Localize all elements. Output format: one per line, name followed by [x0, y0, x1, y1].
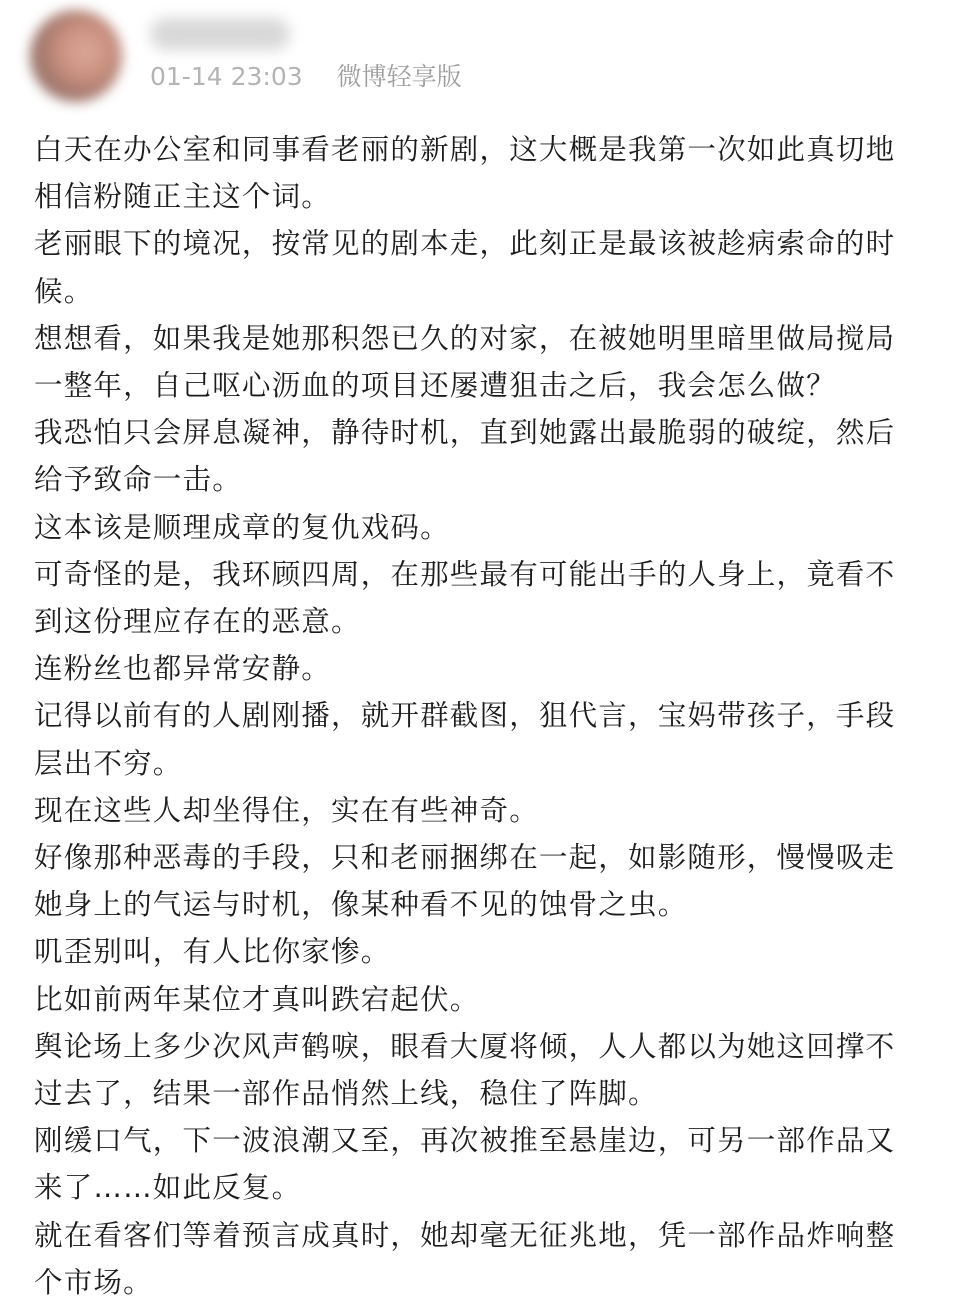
paragraph: 现在这些人却坐得住，实在有些神奇。 [34, 793, 539, 827]
paragraph: 叽歪别叫，有人比你家惨。 [34, 935, 391, 969]
paragraph: 可奇怪的是，我环顾四周，在那些最有可能出手的人身上，竟看不到这份理应存在的恶意。 [34, 557, 896, 639]
paragraph: 舆论场上多少次风声鹤唳，眼看大厦将倾，人人都以为她这回撑不过去了，结果一部作品悄然上线，稳住了阵脚。 [34, 1029, 896, 1111]
avatar[interactable] [30, 10, 122, 102]
paragraph: 刚缓口气，下一波浪潮又至，再次被推至悬崖边，可另一部作品又来了……如此反复。 [34, 1124, 896, 1205]
paragraph: 我恐怕只会屏息凝神，静待时机，直到她露出最脆弱的破绽，然后给予致命一击。 [34, 416, 896, 497]
post-time: 01-14 23:03 [150, 62, 303, 91]
post-source[interactable]: 微博轻享版 [336, 62, 462, 91]
paragraph: 老丽眼下的境况，按常见的剧本走，此刻正是最该被趁病索命的时候。 [34, 227, 896, 308]
author-name[interactable] [150, 18, 290, 50]
paragraph: 就在看客们等着预言成真时，她却毫无征兆地，凭一部作品炸响整个市场。 [34, 1218, 896, 1299]
paragraph: 比如前两年某位才真叫跌宕起伏。 [34, 982, 480, 1016]
post-header [0, 0, 960, 110]
paragraph: 白天在办公室和同事看老丽的新剧，这大概是我第一次如此真切地相信粉随正主这个词。 [34, 133, 896, 214]
post-body [34, 126, 914, 1306]
paragraph: 好像那种恶毒的手段，只和老丽捆绑在一起，如影随形，慢慢吸走她身上的气运与时机，像某种看不见的蚀骨之虫。 [34, 841, 896, 922]
paragraph: 连粉丝也都异常安静。 [34, 652, 332, 686]
paragraph: 这本该是顺理成章的复仇戏码。 [34, 510, 450, 544]
post-meta [150, 62, 462, 92]
paragraph: 想想看，如果我是她那积怨已久的对家，在被她明里暗里做局搅局一整年，自己呕心沥血的项目还屡遭狙击之后，我会怎么做？ [34, 321, 896, 403]
paragraph: 记得以前有的人剧刚播，就开群截图，狙代言，宝妈带孩子，手段层出不穷。 [34, 699, 896, 780]
